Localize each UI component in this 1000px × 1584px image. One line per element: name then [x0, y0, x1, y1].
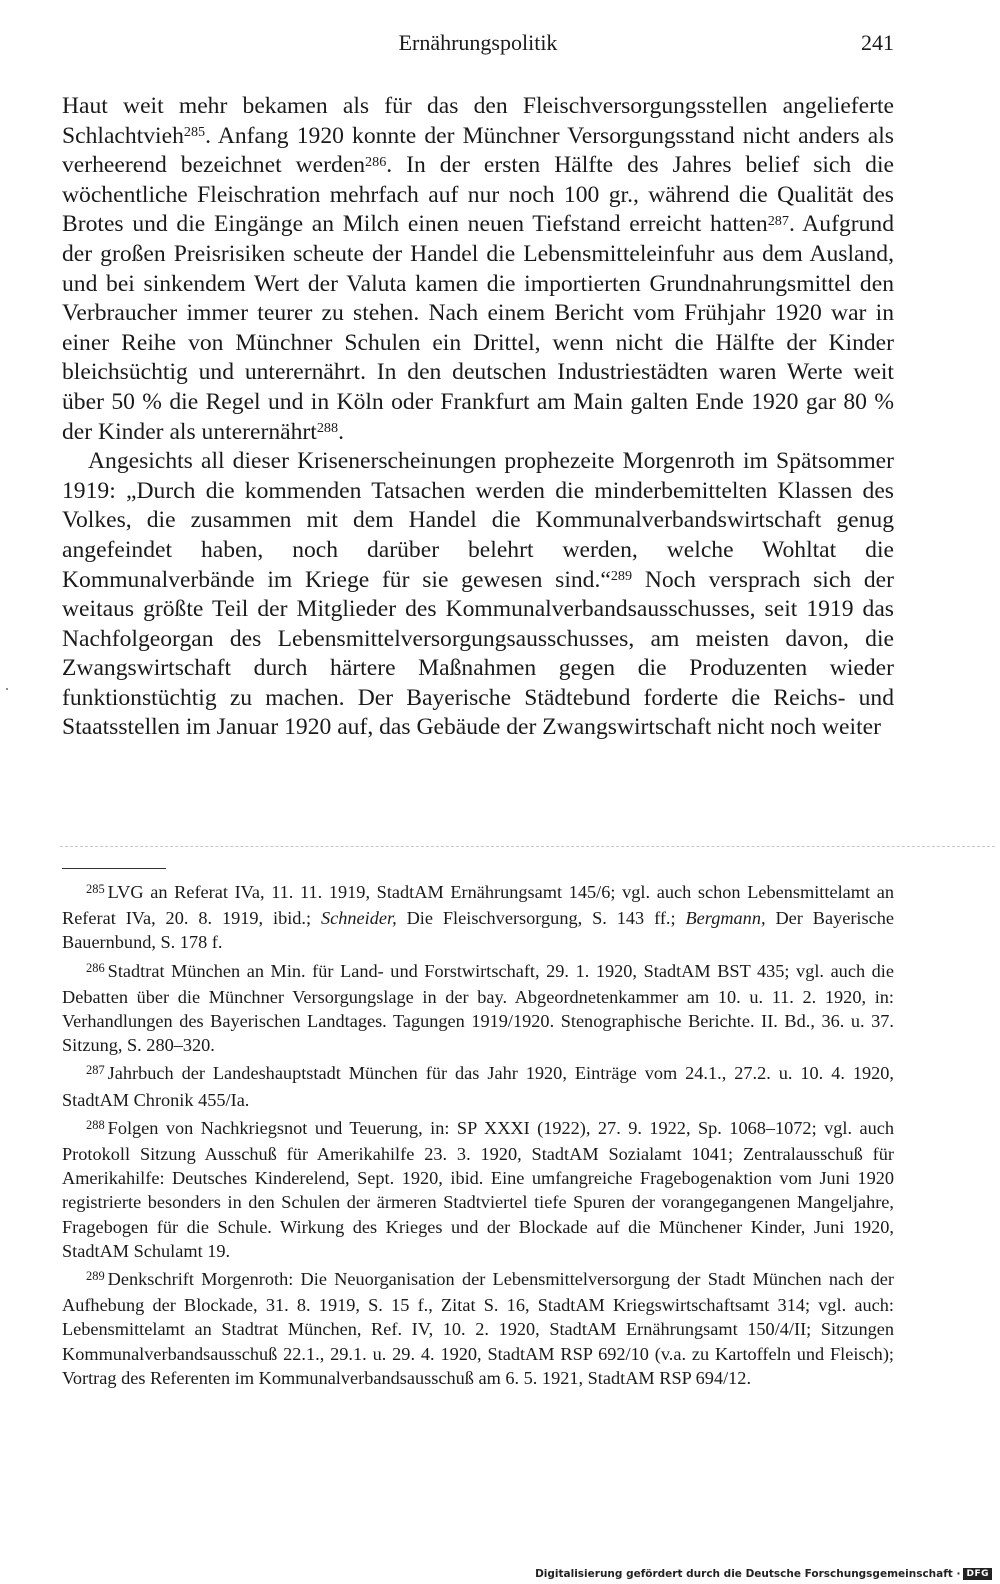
- footnote-text: LVG an Referat IVa, 11. 11. 1919, StadtAM Ernährungsamt 145/6; vgl. auch schon Lebensmittelamt an Referat IVa, 20. 8. 1919, ibid.;: [62, 882, 894, 929]
- footnote-text: Die Fleischversorgung, S. 143 ff.;: [396, 908, 686, 929]
- footnote-289: [62, 1267, 894, 1390]
- author-name: Bergmann,: [685, 908, 766, 929]
- footnote-ref-289[interactable]: 289: [610, 568, 633, 585]
- footnote-ref-285[interactable]: 285: [183, 124, 206, 141]
- body-text: [62, 92, 894, 743]
- page-number: 241: [861, 30, 894, 55]
- text-run: . Aufgrund der großen Preisrisiken scheute der Handel die Lebensmitteleinfuhr aus dem Ausland, und bei sinkendem Wert der Valuta kamen die importierten Grundnahrungsmittel den Verbraucher immer teurer zu stehen. Nach einem Bericht vom Frühjahr 1920 war in einer Reihe von Münchner Schulen ein Drittel, wenn nicht die Hälfte der Kinder bleichsüchtig und unterernährt. In den deutschen Industriestädten waren Werte weit über 50 % die Regel und in Köln oder Frankfurt am Main galten Ende 1920 gar 80 % der Kinder als unterernährt: [62, 211, 895, 445]
- footnote-text: Denkschrift Morgenroth: Die Neuorganisation der Lebensmittelversorgung der Stadt München nach der Aufhebung der Blockade, 31. 8. 1919, S. 15 f., Zitat S. 16, StadtAM Kriegswirtschaftsamt 314; vgl. auch: Lebensmittelamt an Stadtrat München, Ref. IV, 10. 2. 1920, StadtAM Ernährungsamt 150/4/II; Sitzungen Kommunalverbandsausschuß 22.1., 29.1. u. 29. 4. 1920, StadtAM RSP 692/10 (v.a. zu Kartoffeln und Fleisch); Vortrag des Referenten im Kommunalverbandsausschuß am 6. 5. 1921, StadtAM RSP 694/12.: [62, 1269, 894, 1388]
- running-title: Ernährungspolitik: [398, 30, 558, 55]
- page-header: [62, 30, 894, 60]
- scan-crop-line: [60, 846, 995, 847]
- footnote-separator: [62, 868, 166, 869]
- footnote-number: 287: [86, 1063, 105, 1078]
- text-run: . In der ersten Hälfte des Jahres belief sich die wöchentliche Fleischration mehrfach auf nur noch 100 gr., während die Qualität des Brotes und die Eingänge an Milch einen neuen Tiefstand erreicht hatten: [62, 152, 894, 238]
- text-run: Haut weit mehr bekamen als für das den Fleischversorgungsstellen angelieferte Schlachtvieh: [62, 93, 894, 149]
- footnote-text: Der Bayerische Bauernbund, S. 178 f.: [62, 908, 894, 953]
- footnote-286: [62, 959, 894, 1058]
- paragraph-2: [62, 447, 894, 743]
- footnote-ref-288[interactable]: 288: [316, 420, 339, 437]
- scan-speck: [6, 688, 8, 690]
- footnote-number: 286: [86, 960, 105, 975]
- text-run: . Anfang 1920 konnte der Münchner Versorgungsstand nicht anders als verheerend bezeichnet werden: [62, 122, 894, 179]
- footnote-287: [62, 1061, 894, 1111]
- text-run: .: [338, 418, 344, 445]
- digitization-credit: [535, 1568, 992, 1580]
- author-name: Schneider,: [321, 908, 397, 929]
- footnote-ref-287[interactable]: 287: [767, 213, 789, 230]
- dfg-logo: DFG: [963, 1568, 992, 1580]
- footnote-text: Folgen von Nachkriegsnot und Teuerung, in: SP XXXI (1922), 27. 9. 1922, Sp. 1068–1072; vgl. auch Protokoll Sitzung Ausschuß für Amerikahilfe 23. 3. 1920, StadtAM Sozialamt 1041; Zentralausschuß für Amerikahilfe: Deutsches Kinderelend, Sept. 1920, ibid. Eine umfangreiche Fragebogenaktion vom Juni 1920 registrierte besonders in den Schulen der ärmeren Stadtviertel tiefe Spuren der vorangegangenen Mangeljahre, Fragebogen für die Schule. Wirkung des Krieges und der Blockade auf die Münchener Kinder, Juni 1920, StadtAM Schulamt 19.: [62, 1117, 894, 1261]
- footnote-ref-286[interactable]: 286: [365, 153, 387, 170]
- paragraph-1: [62, 92, 894, 447]
- credit-text: Digitalisierung gefördert durch die Deutsche Forschungsgemeinschaft ·: [535, 1568, 961, 1580]
- footnotes: [62, 880, 894, 1394]
- footnote-text: Stadtrat München an Min. für Land- und Forstwirtschaft, 29. 1. 1920, StadtAM BST 435; vgl. auch die Debatten über die Münchner Versorgungslage in der bay. Abgeordnetenkammer am 10. u. 11. 2. 1920, in: Verhandlungen des Bayerischen Landtages. Tagungen 1919/1920. Stenographische Berichte. II. Bd., 36. u. 37. Sitzung, S. 280–320.: [62, 960, 894, 1056]
- text-run: Noch versprach sich der weitaus größte Teil der Mitglieder des Kommunalverbandsausschusses, seit 1919 das Nachfolgeorgan des Lebensmittelversorgungsausschusses, am meisten davon, die Zwangswirtschaft durch härtere Maßnahmen gegen die Produzenten wieder funktionstüchtig zu machen. Der Bayerische Städtebund forderte die Reichs- und Staatsstellen im Januar 1920 auf, das Gebäude der Zwangswirtschaft nicht noch weiter: [62, 566, 894, 741]
- footnote-number: 289: [86, 1269, 105, 1284]
- footnote-285: [62, 880, 894, 955]
- footnote-288: [62, 1116, 894, 1263]
- text-run: Angesichts all dieser Krisenerscheinungen prophezeite Morgenroth im Spätsommer 1919: „Durch die kommenden Tatsachen werden die minderbemittelten Klassen des Volkes, die zusammen mit dem Handel die Kommunalverbandswirtschaft genug angefeindet haben, noch darüber belehrt werden, welche Wohltat die Kommunalverbände im Kriege für sie gewesen sind.“: [62, 448, 894, 593]
- footnote-text: Jahrbuch der Landeshauptstadt München für das Jahr 1920, Einträge vom 24.1., 27.2. u. 10. 4. 1920, StadtAM Chronik 455/Ia.: [62, 1063, 894, 1110]
- footnote-number: 285: [86, 882, 105, 897]
- footnote-number: 288: [86, 1117, 105, 1132]
